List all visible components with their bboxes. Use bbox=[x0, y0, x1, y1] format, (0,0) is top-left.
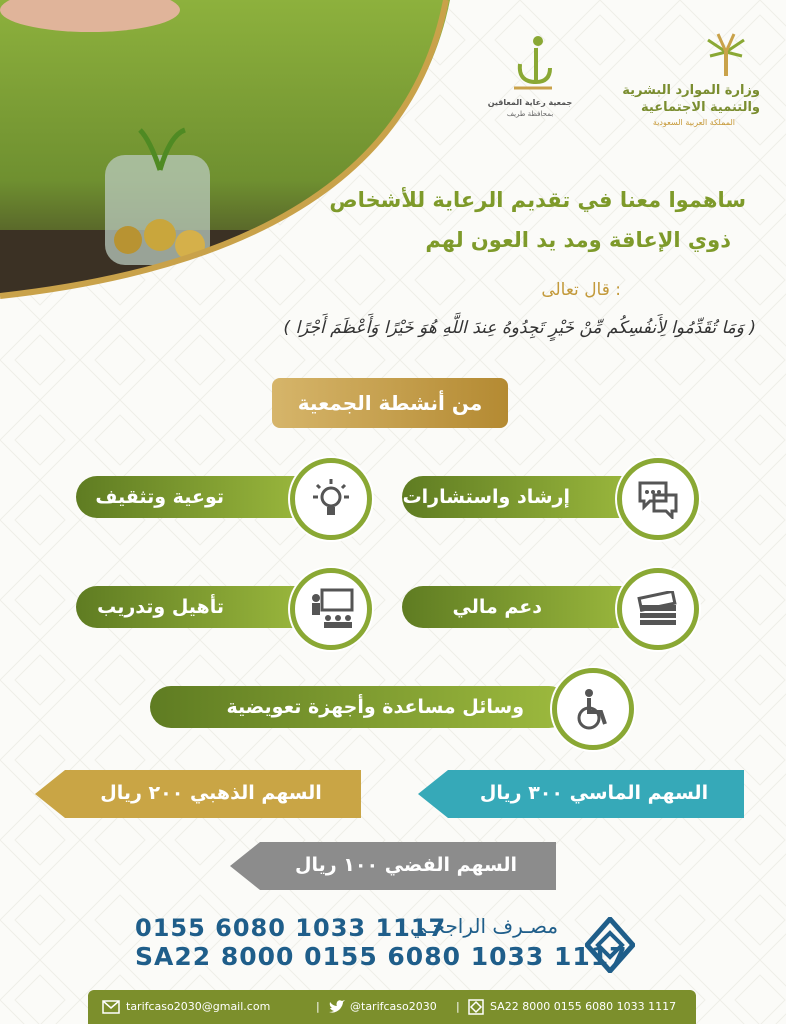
activity-guidance bbox=[402, 476, 642, 518]
activity-label: دعم مالي bbox=[452, 596, 542, 618]
ministry-name: وزارة الموارد البشرية والتنمية الاجتماعية bbox=[622, 83, 760, 115]
gold-curve bbox=[0, 0, 460, 305]
mail-icon bbox=[102, 1000, 120, 1014]
ministry-country: المملكة العربية السعودية bbox=[652, 118, 735, 127]
money-stack-icon bbox=[617, 568, 699, 650]
activities-title: من أنشطة الجمعية bbox=[272, 378, 508, 428]
ministry-palm-logo-icon bbox=[700, 30, 752, 78]
wheelchair-icon bbox=[552, 668, 634, 750]
quran-verse: ( وَمَا تُقَدِّمُوا لِأَنفُسِكُم مِّنْ خَيْرٍ تَجِدُوهُ عِندَ اللَّهِ هُوَ خَيْرًا وَأَعْظَمَ أَجْرًا ) bbox=[283, 318, 756, 338]
bank-iban: SA22 8000 0155 6080 1033 1117 bbox=[135, 942, 628, 971]
footer-twitter[interactable]: @tarifcaso2030 bbox=[350, 1000, 437, 1013]
activity-label: توعية وتثقيف bbox=[95, 486, 224, 508]
activity-financial-support bbox=[402, 586, 642, 628]
headline-line2: ذوي الإعاقة ومد يد العون لهم bbox=[425, 228, 731, 252]
activity-assistive-devices bbox=[150, 686, 570, 728]
gold-share: السهم الذهبي ٢٠٠ ريال bbox=[100, 782, 322, 804]
footer-iban: SA22 8000 0155 6080 1033 1117 bbox=[490, 1000, 677, 1013]
association-region: بمحافظة طريف bbox=[506, 110, 554, 118]
silver-share: السهم الفضي ١٠٠ ريال bbox=[294, 854, 518, 876]
footer-separator: | bbox=[316, 1000, 320, 1013]
activity-training bbox=[76, 586, 316, 628]
activity-label: إرشاد واستشارات bbox=[402, 486, 570, 508]
bank-icon bbox=[468, 999, 484, 1015]
activity-label: وسائل مساعدة وأجهزة تعويضية bbox=[226, 696, 524, 718]
association-name: جمعية رعاية المعاقين bbox=[487, 98, 573, 107]
activity-awareness bbox=[76, 476, 316, 518]
activity-label: تأهيل وتدريب bbox=[97, 596, 224, 618]
footer-separator: | bbox=[456, 1000, 460, 1013]
twitter-icon bbox=[328, 999, 346, 1015]
quran-intro: قال تعالى : bbox=[541, 280, 621, 300]
association-logo-icon bbox=[508, 34, 558, 96]
footer-email[interactable]: tarifcaso2030@gmail.com bbox=[126, 1000, 271, 1013]
diamond-share: السهم الماسي ٣٠٠ ريال bbox=[479, 782, 709, 804]
bank-name: مصـرف الراجحـي bbox=[410, 914, 559, 938]
headline-line1: ساهموا معنا في تقديم الرعاية للأشخاص bbox=[329, 188, 746, 212]
chat-bubbles-icon bbox=[617, 458, 699, 540]
lightbulb-icon bbox=[290, 458, 372, 540]
footer-bar bbox=[88, 990, 696, 1024]
training-board-icon bbox=[290, 568, 372, 650]
bank-account: 0155 6080 1033 1117 bbox=[135, 914, 447, 942]
